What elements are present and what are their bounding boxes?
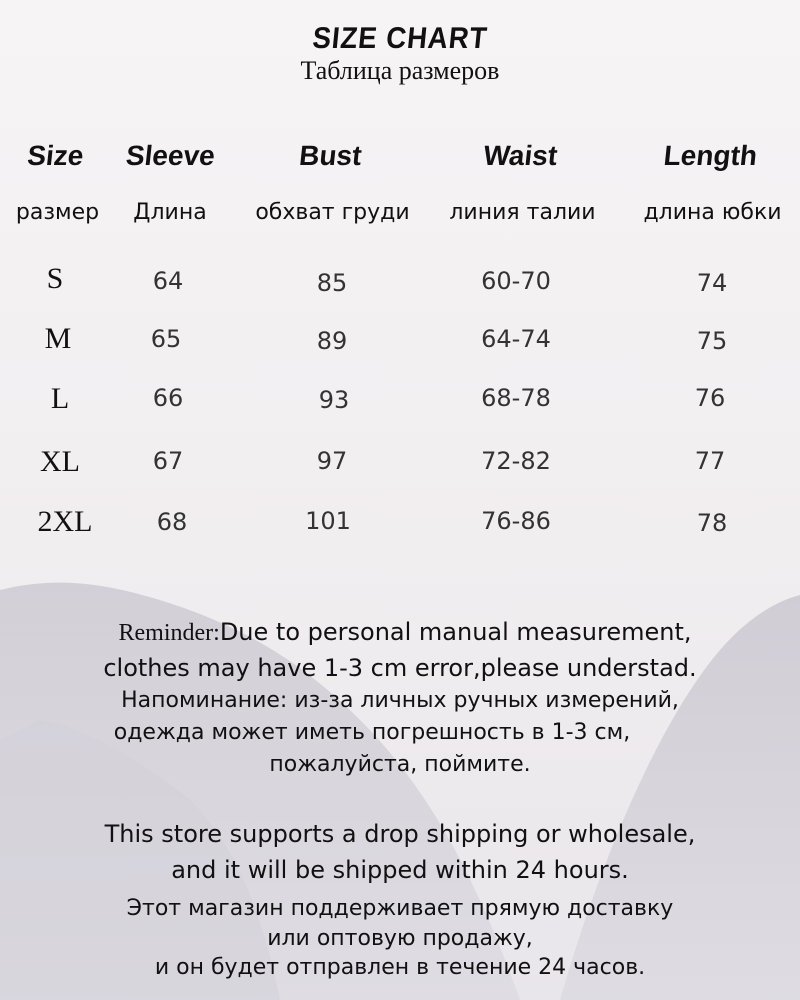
table-cell-waist: 64-74 <box>481 325 551 353</box>
table-cell-waist: 76-86 <box>481 507 551 535</box>
table-cell-bust: 93 <box>318 386 350 414</box>
table-cell-sleeve: 68 <box>156 508 188 536</box>
col-header-size-ru: размер <box>15 200 100 225</box>
table-cell-length: 74 <box>696 269 728 297</box>
shipping-line-1: This store supports a drop shipping or wholesale, <box>104 820 696 848</box>
table-cell-sleeve: 67 <box>152 447 184 475</box>
reminder-line-2: clothes may have 1-3 cm error,please understad. <box>103 654 697 682</box>
col-header-waist-ru: линия талии <box>449 200 596 225</box>
col-header-bust: Bust <box>297 140 364 171</box>
size-chart-title: SIZE CHART <box>311 22 490 55</box>
col-header-size: Size <box>25 140 86 171</box>
col-header-length: Length <box>662 140 759 171</box>
table-cell-length: 75 <box>696 327 728 355</box>
table-row-size: S <box>46 262 64 295</box>
table-cell-waist: 60-70 <box>481 267 551 295</box>
shipping-line-2: and it will be shipped within 24 hours. <box>171 856 629 884</box>
table-row-size: L <box>50 382 70 415</box>
col-header-bust-ru: обхват груди <box>255 200 410 225</box>
table-cell-sleeve: 65 <box>150 325 182 353</box>
table-cell-sleeve: 66 <box>152 384 184 412</box>
reminder-ru-line-2: одежда может иметь погрешность в 1-3 см, <box>113 720 631 745</box>
col-header-length-ru: длина юбки <box>643 200 782 225</box>
table-row-size: XL <box>40 445 80 478</box>
size-chart-subtitle: Таблица размеров <box>300 56 500 85</box>
table-cell-length: 76 <box>694 384 726 412</box>
col-header-sleeve-ru: Длина <box>133 200 207 225</box>
col-header-sleeve: Sleeve <box>124 140 217 171</box>
shipping-ru-line-2: или оптовую продажу, <box>267 926 533 951</box>
reminder-line-1 <box>5 618 800 647</box>
table-cell-bust: 97 <box>316 447 348 475</box>
table-row-size: M <box>44 322 72 355</box>
table-cell-bust: 85 <box>316 269 348 297</box>
table-cell-length: 78 <box>696 509 728 537</box>
table-cell-bust: 89 <box>316 327 348 355</box>
table-cell-waist: 72-82 <box>481 447 551 475</box>
reminder-ru-line-3: пожалуйста, поймите. <box>269 752 531 777</box>
table-cell-bust: 101 <box>305 507 351 535</box>
table-row-size: 2XL <box>37 505 93 538</box>
reminder-text-1: Due to personal manual measurement, <box>219 618 692 646</box>
reminder-ru-line-1: Напоминание: из-за личных ручных измерений, <box>121 688 679 713</box>
shipping-ru-line-3: и он будет отправлен в течение 24 часов. <box>154 955 646 980</box>
table-cell-length: 77 <box>694 447 726 475</box>
reminder-label: Reminder: <box>118 620 220 646</box>
col-header-waist: Waist <box>482 140 559 171</box>
table-cell-sleeve: 64 <box>152 267 184 295</box>
table-cell-waist: 68-78 <box>481 384 551 412</box>
shipping-ru-line-1: Этот магазин поддерживает прямую доставку <box>126 896 674 921</box>
